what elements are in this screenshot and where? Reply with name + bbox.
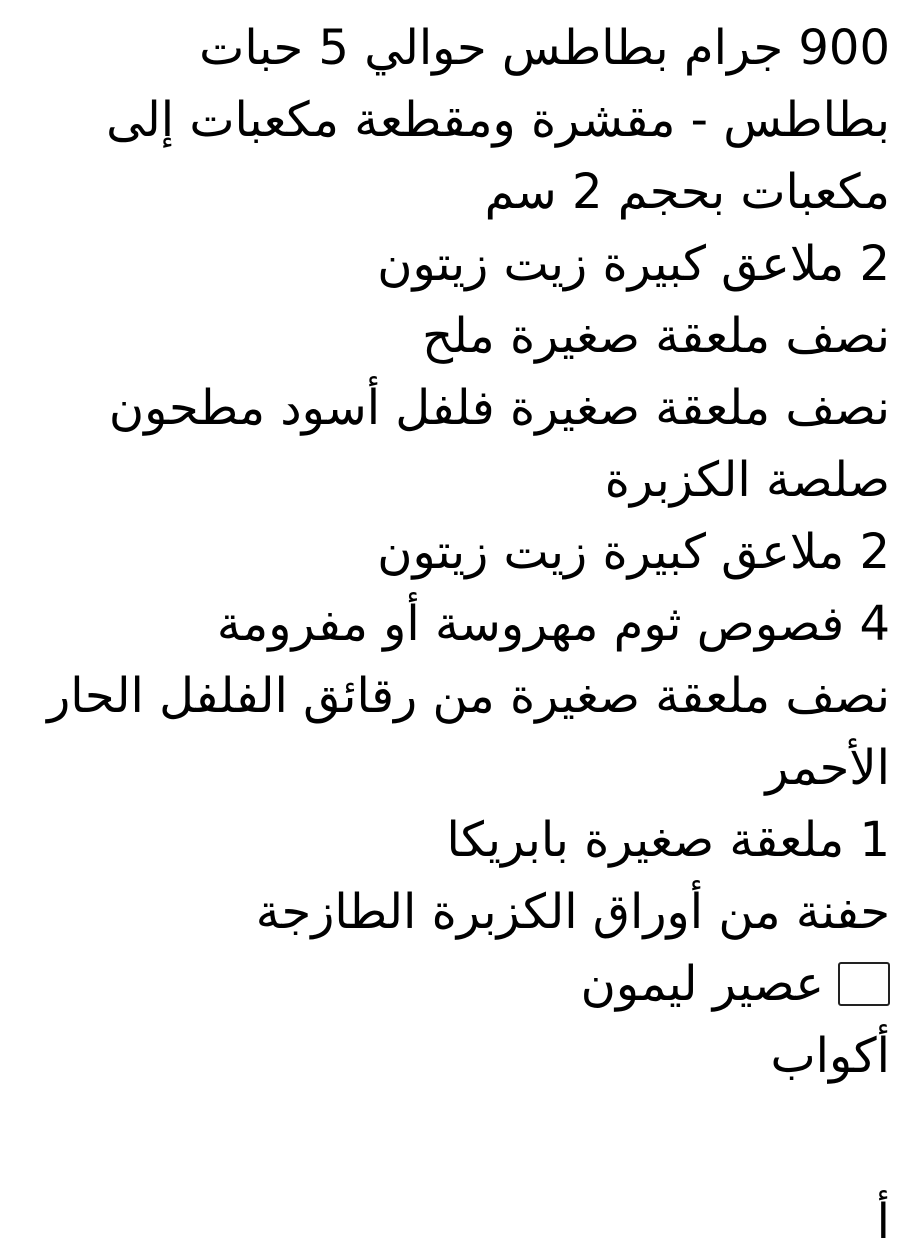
note-line: نصف ملعقة صغيرة ملح [422,308,890,364]
note-line: 900 جرام بطاطس حوالي 5 حبات [199,20,890,76]
cut-off-line: أ [876,1194,890,1250]
note-line: 2 ملاعق كبيرة زيت زيتون [377,524,890,580]
checklist-row [20,948,890,1020]
note-line: بطاطس - مقشرة ومقطعة مكعبات إلى [106,92,890,148]
note-line: مكعبات بحجم 2 سم [484,164,890,220]
note-body[interactable] [20,12,890,1092]
checklist-item-label: عصير ليمون [580,956,824,1012]
checkbox[interactable] [838,962,890,1006]
note-line: صلصة الكزبرة [604,452,890,508]
note-line: 2 ملاعق كبيرة زيت زيتون [377,236,890,292]
note-line: نصف ملعقة صغيرة من رقائق الفلفل الحار [47,668,890,724]
note-line: 1 ملعقة صغيرة بابريكا [446,812,890,868]
note-line: الأحمر [765,740,890,796]
note-line: نصف ملعقة صغيرة فلفل أسود مطحون [108,380,890,436]
note-line: حفنة من أوراق الكزبرة الطازجة [255,884,890,940]
note-line: أكواب [770,1028,890,1084]
note-line: 4 فصوص ثوم مهروسة أو مفرومة [216,596,890,652]
